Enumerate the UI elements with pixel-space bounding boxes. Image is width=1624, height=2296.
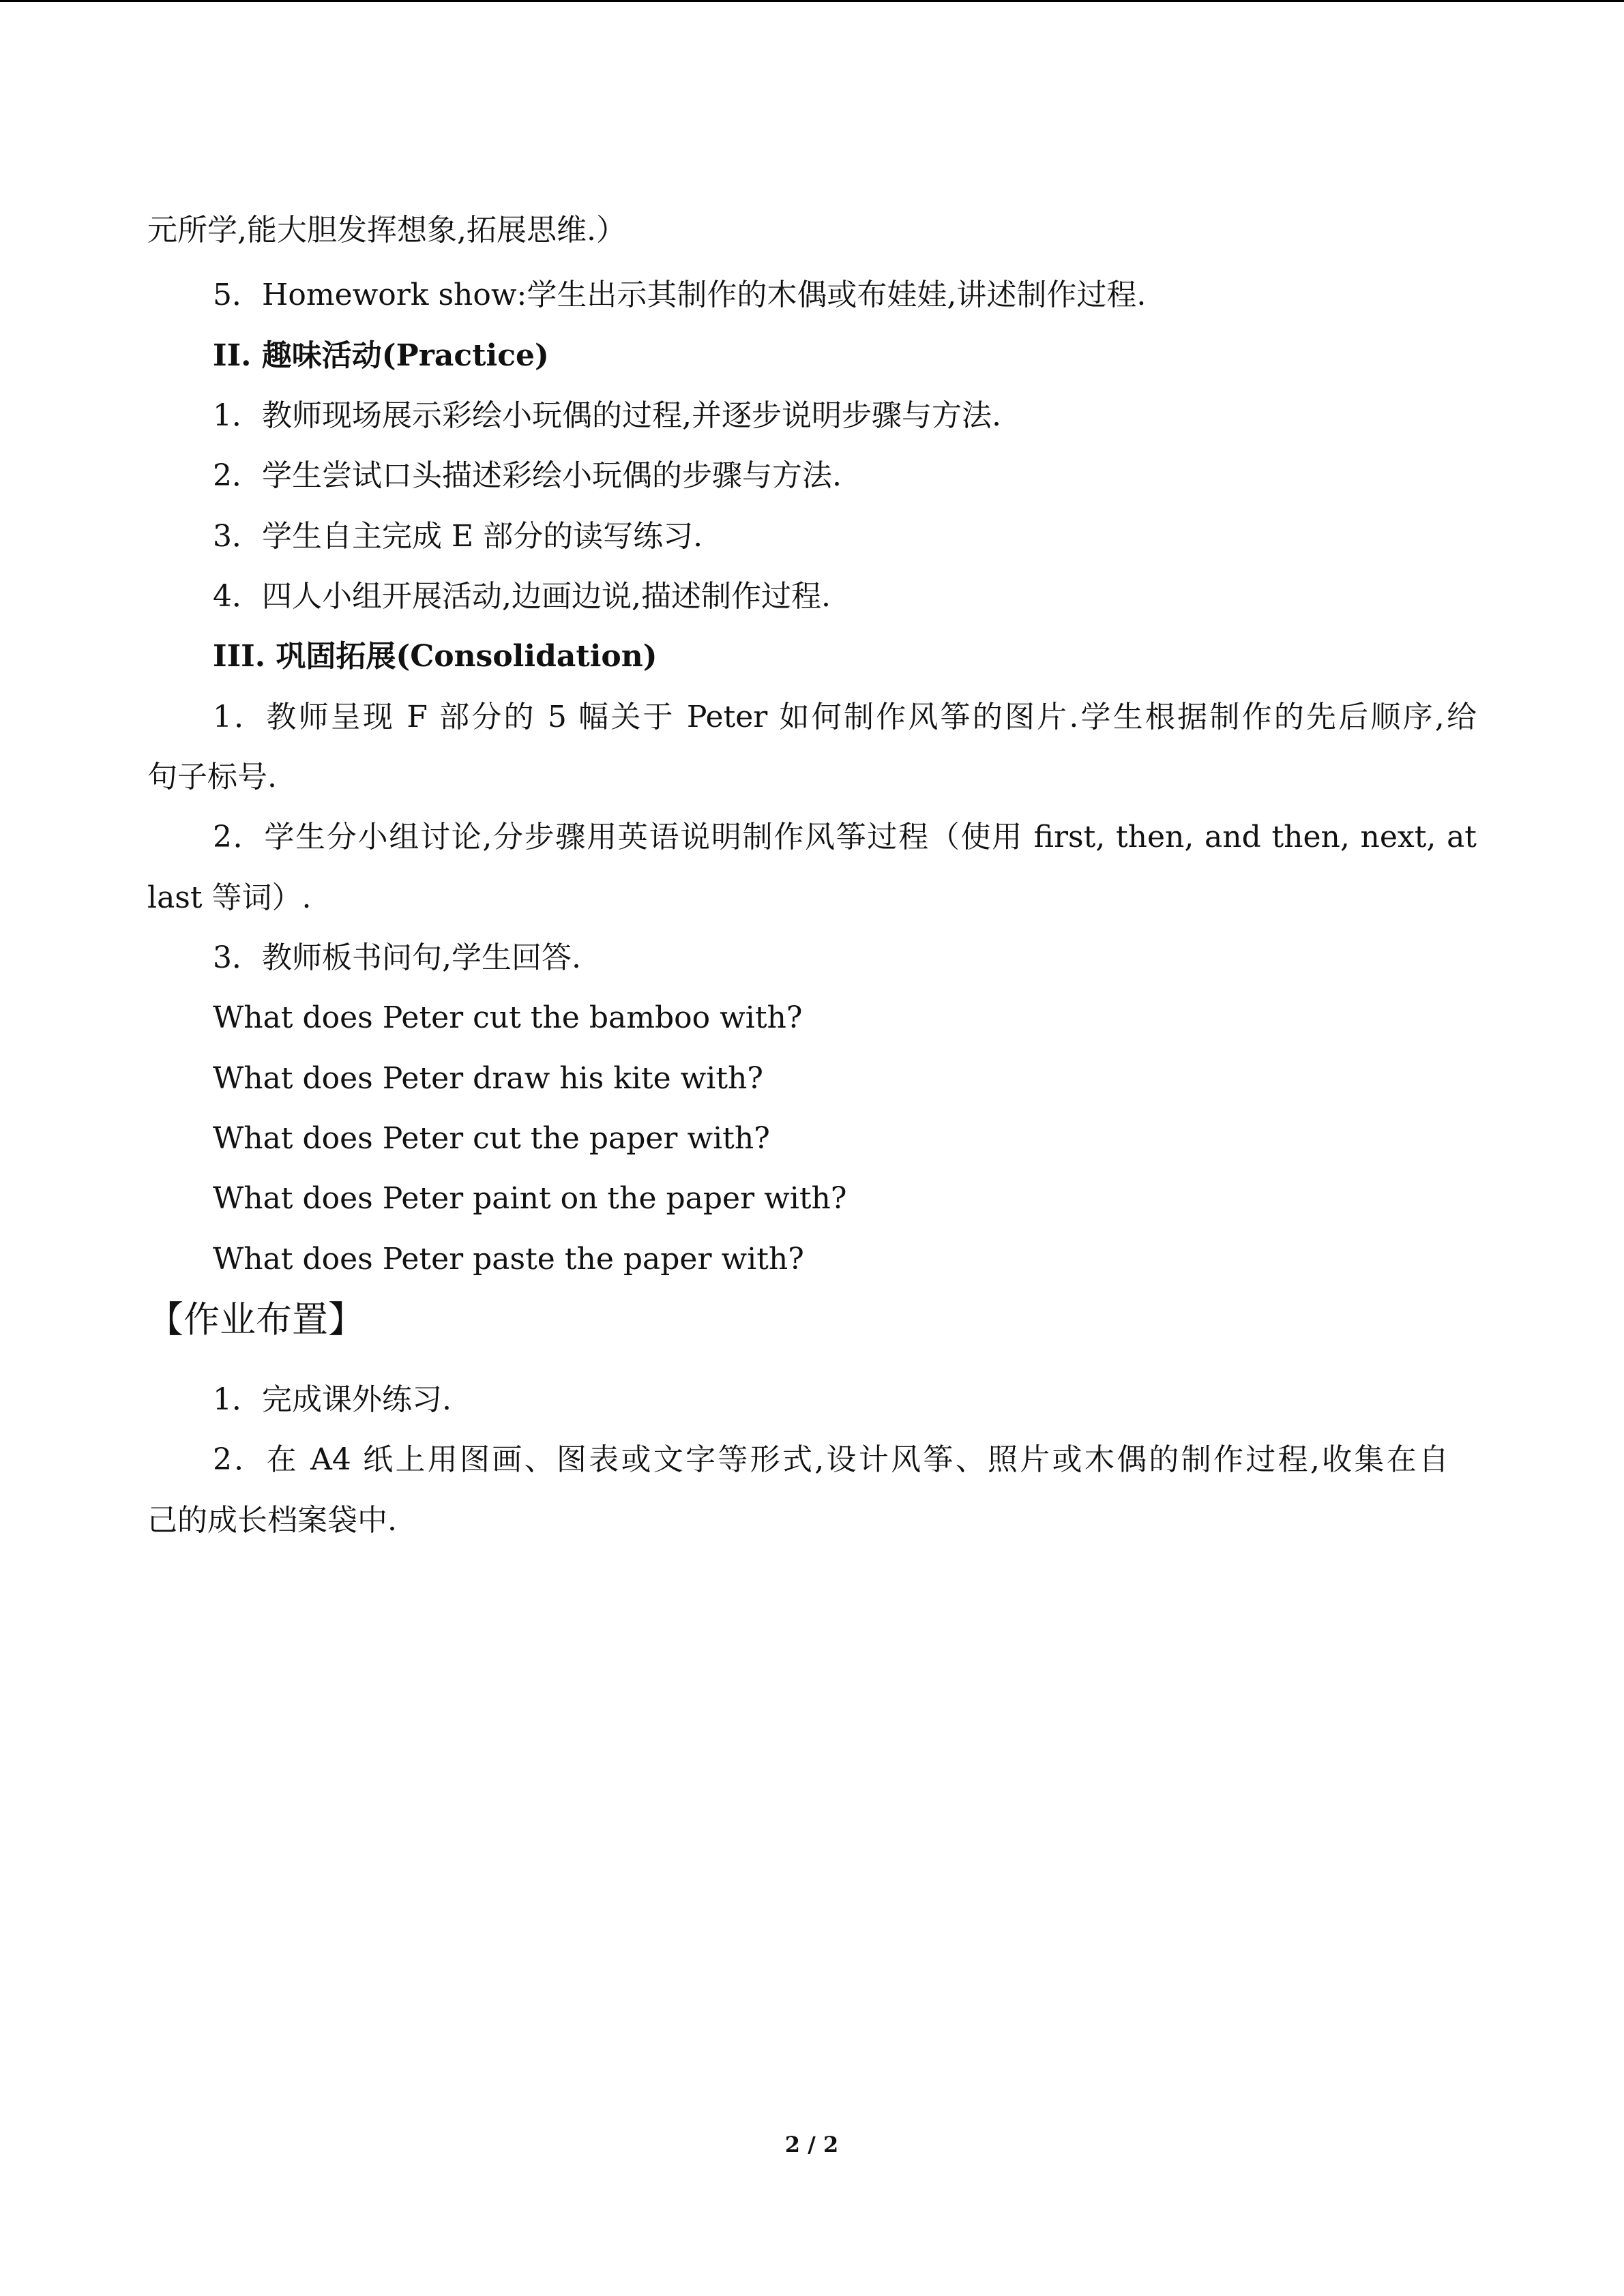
practice-item-2: 2．学生尝试口头描述彩绘小玩偶的步骤与方法. <box>213 458 842 493</box>
consolidation-item-2-line-1: 2．学生分小组讨论,分步骤用英语说明制作风筝过程（使用 first, then, and then, next, at <box>213 820 1477 854</box>
section-heading-practice: II. 趣味活动(Practice) <box>213 338 549 373</box>
homework-item-2-line-1: 2．在 A4 纸上用图画、图表或文字等形式,设计风筝、照片或木偶的制作过程,收集在自 <box>213 1442 1449 1477</box>
practice-item-3: 3．学生自主完成 E 部分的读写练习. <box>213 519 703 554</box>
question-line-3: What does Peter cut the paper with? <box>213 1121 770 1156</box>
homework-item-1: 1．完成课外练习. <box>213 1382 452 1417</box>
question-line-2: What does Peter draw his kite with? <box>213 1061 763 1096</box>
consolidation-item-3: 3．教师板书问句,学生回答. <box>213 940 581 975</box>
consolidation-item-1-line-1: 1．教师呈现 F 部分的 5 幅关于 Peter 如何制作风筝的图片.学生根据制作的先后顺序,给 <box>213 700 1477 734</box>
page-number: 2 / 2 <box>784 2132 839 2158</box>
consolidation-item-1-line-2: 句子标号. <box>147 760 277 794</box>
practice-item-4: 4．四人小组开展活动,边画边说,描述制作过程. <box>213 579 831 614</box>
homework-item-2-line-2: 己的成长档案袋中. <box>147 1503 397 1538</box>
homework-heading: 【作业布置】 <box>147 1299 364 1341</box>
section-heading-consolidation: III. 巩固拓展(Consolidation) <box>213 639 658 674</box>
page-top-border <box>0 0 1624 2</box>
homework-show-line: 5．Homework show:学生出示其制作的木偶或布娃娃,讲述制作过程. <box>213 278 1147 312</box>
consolidation-item-2-line-2: last 等词）. <box>147 880 312 915</box>
question-line-5: What does Peter paste the paper with? <box>213 1242 804 1277</box>
practice-item-1: 1．教师现场展示彩绘小玩偶的过程,并逐步说明步骤与方法. <box>213 398 1001 433</box>
question-line-1: What does Peter cut the bamboo with? <box>213 1000 803 1035</box>
continued-text-line: 元所学,能大胆发挥想象,拓展思维.） <box>147 213 626 248</box>
question-line-4: What does Peter paint on the paper with? <box>213 1181 847 1216</box>
